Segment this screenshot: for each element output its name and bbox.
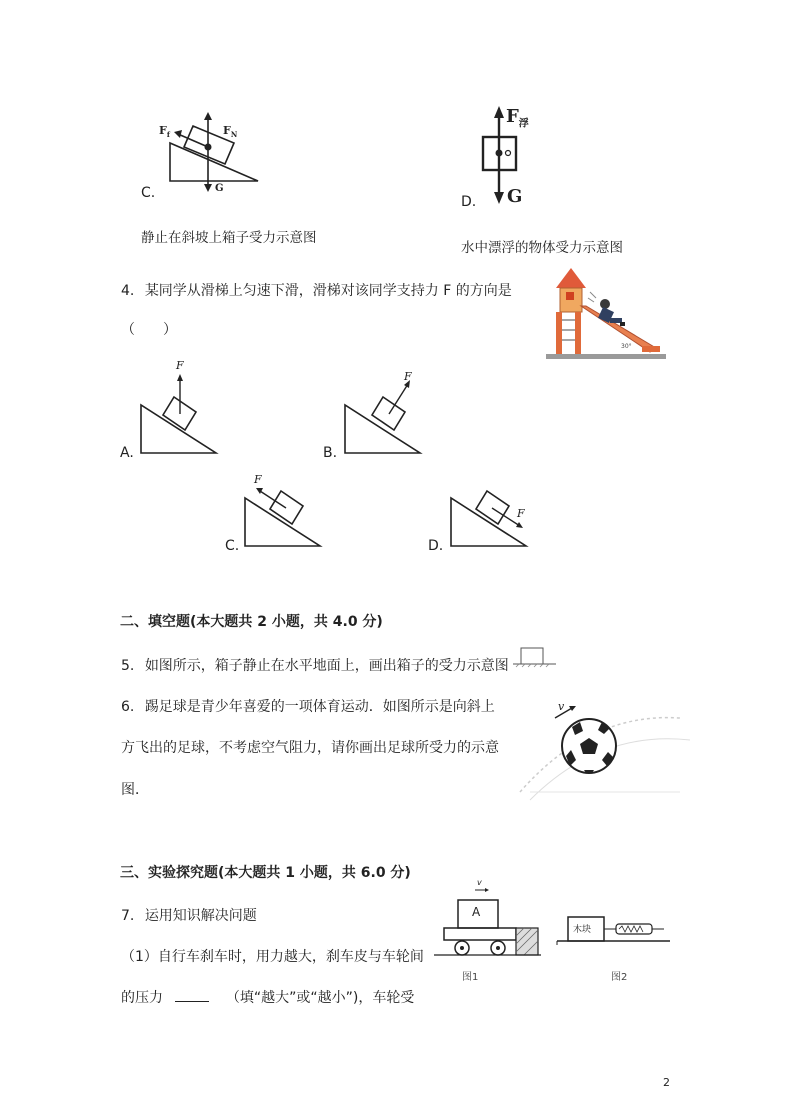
q4-option-c: C. xyxy=(225,538,240,554)
q4-b-force: F xyxy=(404,370,412,383)
q6-line-2: 方飞出的足球，不考虑空气阻力，请你画出足球所受力的示意 xyxy=(121,740,499,756)
label-g-d: G xyxy=(507,186,523,207)
option-d-top: D. xyxy=(461,194,477,210)
section-2-heading: 二、填空题(本大题共 2 小题，共 4.0 分) xyxy=(120,614,383,630)
q4-statement: 某同学从滑梯上匀速下滑，滑梯对该同学支持力 F 的方向是 xyxy=(144,283,512,299)
caption-d: 水中漂浮的物体受力示意图 xyxy=(461,240,623,256)
caption-c: 静止在斜坡上箱子受力示意图 xyxy=(141,230,317,246)
page-number: 2 xyxy=(663,1076,670,1089)
q4-d-force: F xyxy=(517,507,525,520)
wood-block-label: 木块 xyxy=(573,925,592,935)
q4-option-a: A. xyxy=(120,445,134,461)
q7-part1-line2: 的压力 （填“越大”或“越小”)，车轮受 xyxy=(121,990,415,1006)
q4-option-b: B. xyxy=(323,445,338,461)
section-3-heading: 三、实验探究题(本大题共 1 小题，共 6.0 分) xyxy=(120,865,411,881)
option-c-top: C. xyxy=(141,185,156,201)
q4-number: 4. xyxy=(121,283,135,299)
q4-c-force: F xyxy=(254,473,262,486)
q6-velocity-label: v xyxy=(558,700,565,713)
q6-line-3: 图． xyxy=(121,782,149,798)
q7-statement: 运用知识解决问题 xyxy=(144,908,257,924)
q6-line-1: 6. 踢足球是青少年喜爱的一项体育运动．如图所示是向斜上 xyxy=(121,699,495,715)
label-fn: $F_N$ xyxy=(223,124,238,140)
label-ff: $F_f$ xyxy=(159,124,170,140)
q7-part1-line1: （1）自行车刹车时，用力越大，刹车皮与车轮间 xyxy=(121,949,424,965)
label-f-buoyancy: $F_浮$ xyxy=(506,106,529,130)
fig1-caption: 图1 xyxy=(462,972,479,983)
q6-number: 6. xyxy=(121,699,135,715)
fig2-caption: 图2 xyxy=(611,972,628,983)
q4-bracket: （ ） xyxy=(121,322,177,338)
block-a-label: A xyxy=(472,905,481,919)
q5-statement: 如图所示，箱子静止在水平地面上，画出箱子的受力示意图 xyxy=(144,658,509,674)
q4-option-d: D. xyxy=(428,538,444,554)
label-g-c: G xyxy=(215,183,224,194)
q7-number: 7. xyxy=(121,908,135,924)
q5-number: 5. xyxy=(121,658,135,674)
slide-angle: 30° xyxy=(621,343,632,350)
fig1-velocity: v xyxy=(477,878,482,887)
q4-a-force: F xyxy=(176,359,184,372)
